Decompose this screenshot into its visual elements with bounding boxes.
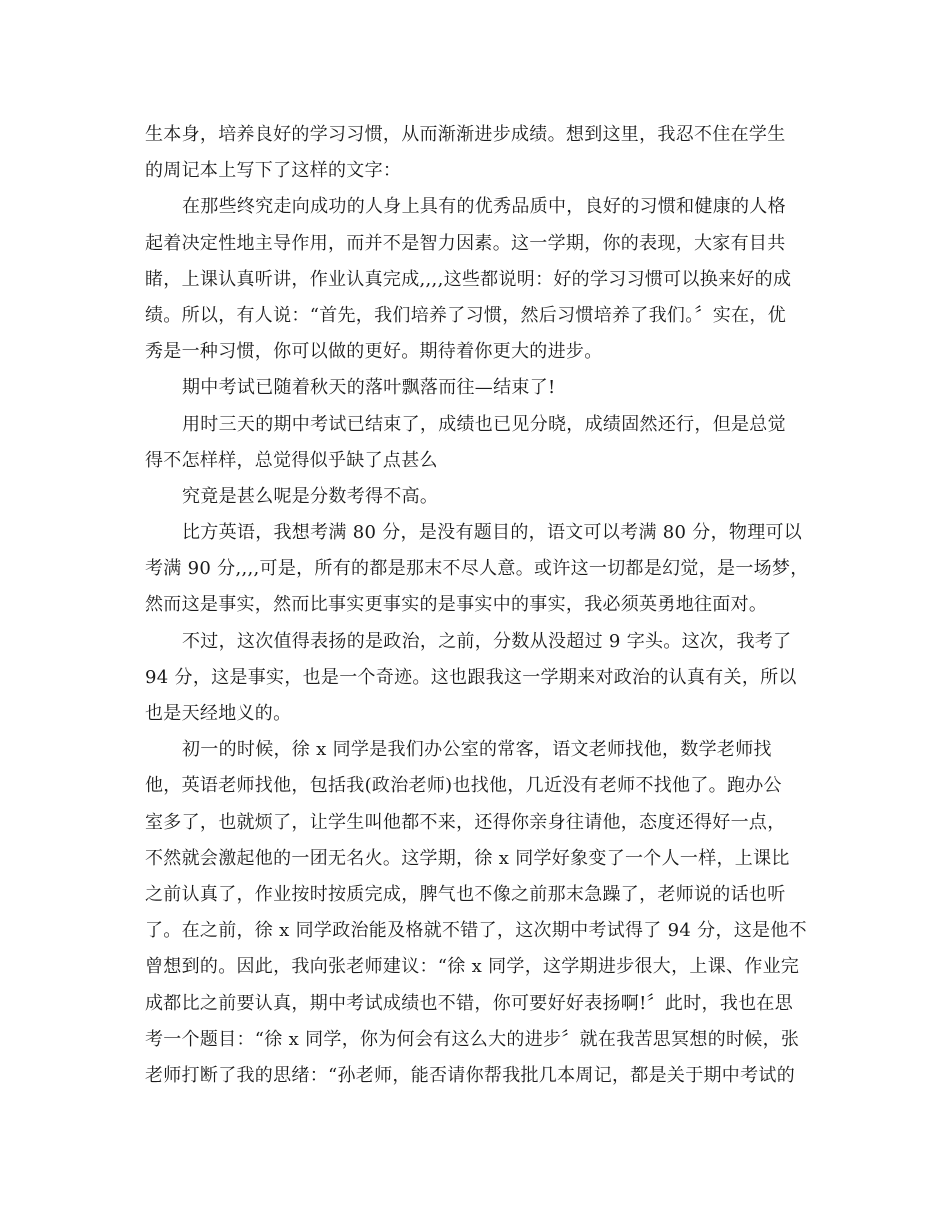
text-line: 然而这是事实，然而比事实更事实的是事实中的事实，我必须英勇地往面对。 [145, 594, 768, 616]
text-line: 的周记本上写下了这样的文字： [145, 160, 402, 182]
text-line: 考一个题目：“徐 x 同学，你为何会有这么大的进步〞就在我苦思冥想的时候，张 [145, 1028, 800, 1050]
text-line: 之前认真了，作业按时按质完成，脾气也不像之前那末急躁了，老师说的话也听 [145, 883, 786, 905]
text-line: 曾想到的。因此，我向张老师建议：“徐 x 同学，这学期进步很大，上课、作业完 [145, 956, 800, 978]
text-line: 生本身，培养良好的学习习惯，从而渐渐进步成绩。想到这里，我忍不住在学生 [145, 124, 786, 145]
text-line: 了。在之前，徐 x 同学政治能及格就不错了，这次期中考试得了 94 分，这是他不 [145, 920, 807, 942]
text-line: 起着决定性地主导作用，而并不是智力因素。这一学期，你的表现，大家有目共 [145, 232, 786, 254]
text-line: 绩。所以，有人说：“首先，我们培养了习惯，然后习惯培养了我们。〞实在，优 [145, 304, 786, 326]
text-line: 老师打断了我的思绪：“孙老师，能否请你帮我批几本周记，都是关于期中考试的 [145, 1064, 795, 1086]
text-line: 他，英语老师找他，包括我(政治老师)也找他，几近没有老师不找他了。跑办公 [145, 775, 782, 797]
text-line: 成都比之前要认真，期中考试成绩也不错，你可要好好表扬啊!〞此时，我也在思 [145, 992, 794, 1014]
text-line: 室多了，也就烦了，让学生叫他都不来，还得你亲身往请他，态度还得好一点， [145, 811, 786, 833]
text-line: 初一的时候，徐 x 同学是我们办公室的常客，语文老师找他，数学老师找 [182, 739, 772, 761]
text-line: 用时三天的期中考试已结束了，成绩也已见分晓，成绩固然还行，但是总觉 [182, 413, 786, 435]
text-line: 在那些终究走向成功的人身上具有的优秀品质中，良好的习惯和健康的人格 [182, 196, 786, 218]
text-line: 期中考试已随着秋天的落叶飘落而往—结束了! [182, 377, 556, 399]
text-line: 秀是一种习惯，你可以做的更好。期待着你更大的进步。 [145, 341, 603, 363]
text-line: 不然就会激起他的一团无名火。这学期，徐 x 同学好象变了一个人一样，上课比 [145, 847, 790, 869]
text-line: 也是天经地义的。 [145, 703, 292, 724]
text-line: 比方英语，我想考满 80 分，是没有题目的，语文可以考满 80 分，物理可以 [182, 522, 803, 544]
text-line: 睹，上课认真听讲，作业认真完成,,,,这些都说明：好的学习习惯可以换来好的成 [145, 268, 792, 290]
text-line: 究竟是甚么呢是分数考得不高。 [182, 485, 439, 507]
text-line: 94 分，这是事实，也是一个奇迹。这也跟我这一学期来对政治的认真有关，所以 [145, 666, 797, 688]
text-line: 考满 90 分,,,,可是，所有的都是那末不尽人意。或许这一切都是幻觉，是一场梦， [145, 558, 809, 580]
body-text [145, 117, 809, 1094]
text-line: 得不怎样样，总觉得似乎缺了点甚么 [145, 449, 438, 471]
text-line: 不过，这次值得表扬的是政治，之前，分数从没超过 9 字头。这次，我考了 [182, 630, 792, 652]
